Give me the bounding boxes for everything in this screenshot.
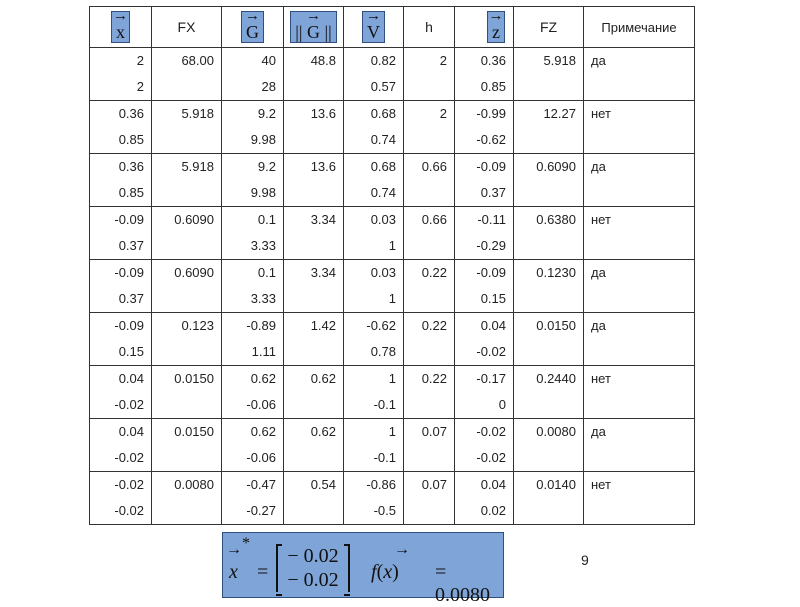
cell-z	[455, 154, 514, 207]
cell-fx	[152, 419, 222, 472]
cell-value: 0.66	[421, 159, 447, 174]
vector-arrow-icon: →	[366, 8, 381, 24]
cell-g-norm	[284, 48, 344, 101]
cell-fz	[514, 313, 584, 366]
cell-value: нет	[591, 106, 611, 121]
cell-value: 5.918	[181, 106, 214, 121]
cell-z	[455, 101, 514, 154]
cell-value: -0.02	[476, 450, 506, 465]
header-g-norm	[284, 7, 344, 48]
cell-value: 0.62	[250, 424, 276, 439]
cell-g	[222, 313, 284, 366]
cell-value: 3.34	[310, 212, 336, 227]
cell-g-norm	[284, 260, 344, 313]
cell-value: -0.11	[477, 212, 506, 227]
cell-value: 0.04	[480, 477, 506, 492]
cell-value: 28	[261, 79, 276, 94]
cell-z	[455, 313, 514, 366]
cell-value: нет	[591, 477, 611, 492]
cell-value: да	[591, 424, 606, 439]
cell-g	[222, 154, 284, 207]
cell-value: 0.54	[310, 477, 336, 492]
cell-value: 12.27	[543, 106, 576, 121]
cell-note	[584, 313, 695, 366]
cell-z	[455, 472, 514, 525]
cell-fx	[152, 154, 222, 207]
v-vector-box: → V	[362, 11, 385, 43]
cell-z	[455, 366, 514, 419]
cell-g-norm	[284, 366, 344, 419]
table-row	[90, 313, 695, 366]
cell-value: -0.09	[476, 265, 506, 280]
cell-note	[584, 48, 695, 101]
cell-value: 0.1	[257, 212, 276, 227]
cell-value: -0.17	[476, 371, 506, 386]
cell-g-norm	[284, 419, 344, 472]
cell-value: 0.0150	[174, 424, 214, 439]
cell-fx	[152, 48, 222, 101]
cell-value: 0.68	[370, 159, 396, 174]
matrix-entry: − 0.02	[287, 545, 339, 567]
g-vector-box: → G	[241, 11, 264, 43]
cell-value: -0.62	[476, 132, 506, 147]
table-body	[90, 48, 695, 525]
cell-value: 0.0140	[536, 477, 576, 492]
z-vector-box: → z	[488, 8, 504, 42]
vector-arrow-icon: →	[305, 8, 321, 24]
cell-value: -0.62	[366, 318, 396, 333]
cell-value: 1.11	[251, 344, 276, 359]
cell-x	[90, 472, 152, 525]
cell-value: 5.918	[543, 53, 576, 68]
cell-value: 0.15	[480, 291, 506, 306]
cell-value: 0.2440	[536, 371, 576, 386]
cell-value: 5.918	[181, 159, 214, 174]
cell-value: 0.36	[480, 53, 506, 68]
vector-arrow-icon: →	[226, 541, 242, 558]
cell-value: -0.1	[373, 450, 396, 465]
cell-value: 2	[439, 53, 447, 68]
cell-g	[222, 260, 284, 313]
cell-value: -0.47	[246, 477, 276, 492]
cell-fx	[152, 260, 222, 313]
cell-value: 13.6	[310, 106, 336, 121]
cell-v	[344, 260, 404, 313]
cell-x	[90, 366, 152, 419]
cell-g	[222, 101, 284, 154]
cell-fz	[514, 101, 584, 154]
g-norm-box: → || G ||	[290, 11, 336, 43]
cell-value: 9.98	[250, 185, 276, 200]
cell-v	[344, 48, 404, 101]
cell-fz	[514, 207, 584, 260]
cell-value: 9.98	[250, 132, 276, 147]
cell-value: 2	[136, 79, 144, 94]
table-header-row	[90, 7, 695, 48]
cell-value: -0.1	[373, 397, 396, 412]
cell-z	[455, 419, 514, 472]
cell-value: 9.2	[257, 159, 276, 174]
cell-value: 2	[439, 106, 447, 121]
cell-h	[404, 472, 455, 525]
cell-value: 0.03	[370, 212, 396, 227]
cell-value: 0.62	[310, 371, 336, 386]
header-x	[90, 7, 152, 48]
page-number: 9	[581, 552, 589, 568]
cell-x	[90, 154, 152, 207]
formula-matrix	[276, 544, 350, 592]
cell-v	[344, 207, 404, 260]
cell-fz	[514, 366, 584, 419]
cell-x	[90, 260, 152, 313]
cell-g	[222, 48, 284, 101]
cell-value: 0	[498, 397, 506, 412]
cell-value: 0.02	[480, 503, 506, 518]
optimum-formula	[222, 532, 504, 606]
cell-value: 0.1230	[536, 265, 576, 280]
cell-fz	[514, 154, 584, 207]
cell-note	[584, 101, 695, 154]
cell-g-norm	[284, 207, 344, 260]
cell-v	[344, 313, 404, 366]
cell-value: 0.03	[370, 265, 396, 280]
cell-value: 0.74	[370, 185, 396, 200]
cell-value: 1.42	[310, 318, 336, 333]
cell-value: 0.22	[421, 318, 447, 333]
cell-v	[344, 472, 404, 525]
cell-value: да	[591, 318, 606, 333]
cell-value: 0.04	[118, 371, 144, 386]
vector-arrow-icon: →	[394, 541, 410, 558]
cell-value: 1	[388, 371, 396, 386]
cell-value: 0.0080	[536, 424, 576, 439]
cell-note	[584, 260, 695, 313]
cell-value: 13.6	[310, 159, 336, 174]
header-g	[222, 7, 284, 48]
cell-value: да	[591, 53, 606, 68]
cell-fz	[514, 260, 584, 313]
cell-value: -0.5	[373, 503, 396, 518]
cell-value: -0.89	[246, 318, 276, 333]
table-row	[90, 207, 695, 260]
cell-value: 0.68	[370, 106, 396, 121]
cell-fz	[514, 48, 584, 101]
header-fx: FX	[152, 7, 222, 48]
cell-v	[344, 101, 404, 154]
cell-value: 0.62	[250, 371, 276, 386]
cell-value: -0.09	[114, 265, 144, 280]
vector-arrow-icon: →	[245, 8, 260, 24]
cell-x	[90, 48, 152, 101]
cell-value: -0.06	[246, 397, 276, 412]
cell-value: 0.85	[118, 132, 144, 147]
formula-x-symbol: x	[229, 561, 238, 583]
cell-value: 40	[261, 53, 276, 68]
cell-h	[404, 48, 455, 101]
cell-value: 0.07	[421, 477, 447, 492]
cell-fx	[152, 207, 222, 260]
cell-value: 0.6380	[536, 212, 576, 227]
cell-g	[222, 366, 284, 419]
cell-g	[222, 419, 284, 472]
formula-function: f(x)	[371, 561, 399, 583]
cell-value: 0.6090	[174, 212, 214, 227]
cell-value: 0.15	[118, 344, 144, 359]
cell-value: 68.00	[181, 53, 214, 68]
cell-value: 0.57	[370, 79, 396, 94]
cell-g-norm	[284, 101, 344, 154]
vector-arrow-icon: →	[488, 8, 504, 24]
cell-value: да	[591, 265, 606, 280]
cell-value: 0.07	[421, 424, 447, 439]
formula-value: = 0.0080	[435, 561, 490, 606]
x-vector-box: → x	[113, 8, 128, 42]
cell-value: 1	[388, 424, 396, 439]
cell-h	[404, 313, 455, 366]
cell-value: 0.0080	[174, 477, 214, 492]
header-h: h	[404, 7, 455, 48]
cell-g	[222, 472, 284, 525]
cell-value: 0.6090	[174, 265, 214, 280]
cell-value: 0.123	[181, 318, 214, 333]
cell-value: -0.29	[476, 238, 506, 253]
cell-value: 0.37	[480, 185, 506, 200]
cell-z	[455, 260, 514, 313]
cell-value: 3.33	[250, 291, 276, 306]
cell-value: 0.78	[370, 344, 396, 359]
header-note: Примечание	[584, 7, 695, 48]
vector-arrow-icon: →	[113, 8, 128, 24]
cell-value: нет	[591, 212, 611, 227]
cell-value: 1	[388, 291, 396, 306]
cell-value: 3.34	[310, 265, 336, 280]
cell-value: 0.37	[118, 291, 144, 306]
cell-value: 0.1	[257, 265, 276, 280]
cell-fx	[152, 313, 222, 366]
cell-value: -0.09	[114, 212, 144, 227]
cell-value: 0.0150	[536, 318, 576, 333]
cell-v	[344, 154, 404, 207]
header-z	[455, 7, 514, 48]
cell-value: -0.02	[476, 344, 506, 359]
cell-value: -0.09	[476, 159, 506, 174]
cell-value: 0.36	[118, 159, 144, 174]
cell-value: 0.22	[421, 265, 447, 280]
cell-note	[584, 154, 695, 207]
cell-fz	[514, 472, 584, 525]
cell-fz	[514, 419, 584, 472]
cell-z	[455, 48, 514, 101]
cell-z	[455, 207, 514, 260]
cell-value: 2	[136, 53, 144, 68]
cell-value: -0.02	[114, 477, 144, 492]
cell-value: -0.09	[114, 318, 144, 333]
cell-value: -0.02	[476, 424, 506, 439]
cell-x	[90, 313, 152, 366]
cell-h	[404, 260, 455, 313]
header-fz: FZ	[514, 7, 584, 48]
cell-h	[404, 154, 455, 207]
cell-h	[404, 101, 455, 154]
formula-star: *	[242, 535, 250, 552]
cell-note	[584, 366, 695, 419]
cell-value: 0.74	[370, 132, 396, 147]
cell-value: 3.33	[250, 238, 276, 253]
cell-value: 0.66	[421, 212, 447, 227]
cell-value: 0.6090	[536, 159, 576, 174]
table-row	[90, 366, 695, 419]
cell-value: -0.02	[114, 503, 144, 518]
cell-h	[404, 366, 455, 419]
cell-value: -0.02	[114, 397, 144, 412]
table-row	[90, 260, 695, 313]
cell-g	[222, 207, 284, 260]
cell-value: -0.99	[476, 106, 506, 121]
cell-g-norm	[284, 313, 344, 366]
cell-value: -0.27	[246, 503, 276, 518]
table-row	[90, 48, 695, 101]
cell-fx	[152, 101, 222, 154]
table-row	[90, 101, 695, 154]
cell-value: 0.0150	[174, 371, 214, 386]
cell-value: 0.85	[118, 185, 144, 200]
cell-x	[90, 207, 152, 260]
cell-h	[404, 207, 455, 260]
cell-note	[584, 207, 695, 260]
cell-value: 0.82	[370, 53, 396, 68]
cell-fx	[152, 366, 222, 419]
cell-v	[344, 366, 404, 419]
cell-note	[584, 419, 695, 472]
cell-value: 0.62	[310, 424, 336, 439]
cell-value: 0.85	[480, 79, 506, 94]
cell-x	[90, 101, 152, 154]
header-v	[344, 7, 404, 48]
matrix-entry: − 0.02	[287, 569, 339, 591]
cell-value: -0.86	[366, 477, 396, 492]
cell-value: нет	[591, 371, 611, 386]
cell-value: -0.06	[246, 450, 276, 465]
cell-h	[404, 419, 455, 472]
cell-value: 0.04	[118, 424, 144, 439]
cell-value: -0.02	[114, 450, 144, 465]
cell-g-norm	[284, 472, 344, 525]
results-table	[89, 6, 695, 525]
cell-x	[90, 419, 152, 472]
cell-value: 48.8	[310, 53, 336, 68]
cell-value: 0.36	[118, 106, 144, 121]
formula-equals: =	[257, 561, 269, 583]
cell-value: 1	[388, 238, 396, 253]
cell-value: 0.04	[480, 318, 506, 333]
cell-value: 0.37	[118, 238, 144, 253]
cell-value: да	[591, 159, 606, 174]
cell-note	[584, 472, 695, 525]
cell-g-norm	[284, 154, 344, 207]
cell-value: 9.2	[257, 106, 276, 121]
table-row	[90, 419, 695, 472]
cell-v	[344, 419, 404, 472]
table-row	[90, 472, 695, 525]
cell-fx	[152, 472, 222, 525]
cell-value: 0.22	[421, 371, 447, 386]
table-row	[90, 154, 695, 207]
